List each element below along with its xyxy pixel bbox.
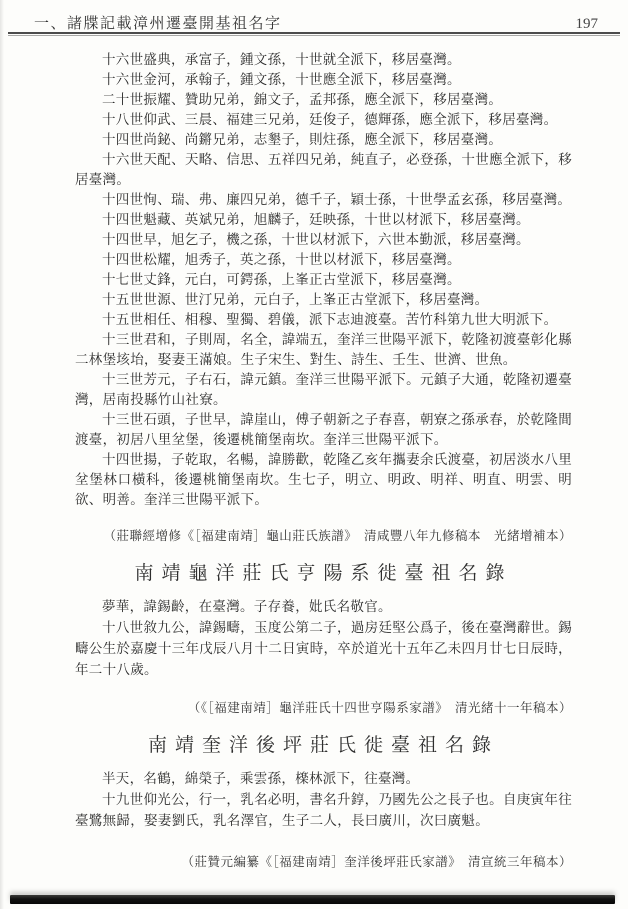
header-rule [8, 32, 620, 37]
section-kuiyang-entries [75, 768, 572, 831]
genealogy-entry: 十四世早，旭乞子，機之孫，十世以材派下，六世本勤派，移居臺灣。 [102, 232, 530, 247]
genealogy-entry: 夢華，諱錫齡，在臺灣。子存養，妣氏名敬官。 [102, 599, 392, 614]
genealogy-entry: 十八世敘九公，諱錫疇，玉度公第二子，過房廷堅公爲子，後在臺灣辭世。錫疇公生於嘉慶十三年戊辰八月十二日寅時，卒於道光十五年乙未四月廿七日辰時，年二十八歲。 [75, 620, 572, 677]
scan-bottom-edge-bar [10, 895, 615, 904]
source-attribution: （莊贊元編纂《［福建南靖］奎洋後坪莊氏家譜》 清宣統三年稿本） [181, 855, 572, 869]
scan-edge-shadow [0, 0, 4, 909]
header-rule-thin [8, 35, 620, 36]
genealogy-entry: 十六世金河，承翰子，鍾文孫，十世應全派下，移居臺灣。 [102, 72, 461, 87]
genealogy-entry: 十三世芳元，子右石，諱元鎮。奎洋三世陽平派下。元鎮子大通，乾隆初遷臺灣，居南投縣竹山社寮。 [75, 372, 572, 407]
genealogy-entry: 十四世尚鉍、尚鏘兄弟，志墾子，則炷孫，應全派下，移居臺灣。 [102, 132, 503, 147]
source-attribution: （《［福建南靖］龜洋莊氏十四世亨陽系家譜》 清光緒十一年稿本） [187, 701, 572, 715]
genealogy-entry: 十六世盛典，承富子，鍾文孫，十世就全派下，移居臺灣。 [102, 52, 461, 67]
genealogy-entry: 半天，名鶴，綿榮子，乘雲孫，檪林派下，往臺灣。 [102, 771, 420, 786]
genealogy-entry: 二十世振耀、贊助兄弟，錦文子，孟邦孫，應全派下，移居臺灣。 [102, 92, 503, 107]
section-heading-guiyang: 南靖龜洋莊氏亨陽系徙臺祖名錄 [134, 563, 513, 584]
genealogy-entry: 十三世君和，子則周，名全，諱端五，奎洋三世陽平派下，乾隆初渡臺彰化縣二林堡垓坮，娶妻王滿娘。生子宋生、對生、詩生、壬生、世濟、世魚。 [75, 332, 572, 367]
genealogy-entry: 十三世石頭，子世早，諱崖山，傅子朝新之子春喜，朝寮之孫承春，於乾隆間渡臺，初居八里坌堡，後遷桃簡堡南坎。奎洋三世陽平派下。 [75, 412, 572, 447]
page-number: 197 [575, 16, 598, 32]
genealogy-entry: 十七世丈鋒，元白，可鍔孫，上峯正古堂派下，移居臺灣。 [102, 272, 461, 287]
genealogy-entry: 十五世相任、相穆、聖獨、碧儀，派下志迪渡臺。苦竹科第九世大明派下。 [102, 312, 558, 327]
genealogy-entry: 十八世仰武、三晨、福建三兄弟，廷俊子，德輝孫，應全派下，移居臺灣。 [102, 112, 558, 127]
chapter-title: 一、諸牒記載漳州遷臺開基祖名字 [34, 16, 282, 32]
source-attribution: （莊聯經增修《［福建南靖］龜山莊氏族譜》 清咸豐八年九修稿本 光緒增補本） [103, 529, 572, 543]
genealogy-entry: 十四世魁藏、英斌兄弟，旭麟子，廷映孫，十世以材派下，移居臺灣。 [102, 212, 530, 227]
section-qui-shan-entries [75, 50, 572, 510]
section-guiyang-entries [75, 596, 572, 680]
genealogy-entry: 十九世仰光公，行一，乳名必明，書名升錞，乃國先公之長子也。自庚寅年往臺鷺無歸，娶妻劉氏，乳名澤官，生子二人，長曰廣川，次曰廣魁。 [75, 792, 572, 828]
running-head [34, 12, 598, 33]
genealogy-entry: 十四世松耀，旭秀子，英之孫，十世以材派下，移居臺灣。 [102, 252, 461, 267]
section-heading-kuiyang: 南靖奎洋後坪莊氏徙臺祖名錄 [147, 735, 499, 756]
genealogy-entry: 十四世恂、瑞、弗、廉四兄弟，德千子，穎士孫，十世學孟玄孫，移居臺灣。 [102, 192, 572, 207]
genealogy-entry: 十四世揚，子乾取，名暢，諱勝歡，乾隆乙亥年攜妻余氏渡臺，初居淡水八里坌堡林口橫科，後遷桃簡堡南坎。生七子，明立、明政、明祥、明直、明雲、明欲、明善。奎洋三世陽平派下。 [75, 452, 572, 507]
text-block [75, 50, 572, 871]
header-rule-thick [8, 32, 620, 34]
genealogy-entry: 十六世天配、天略、信思、五祥四兄弟，純直子，必登孫，十世應全派下，移居臺灣。 [75, 152, 572, 187]
genealogy-entry: 十五世世源、世汀兄弟，元白子，上峯正古堂派下，移居臺灣。 [102, 292, 489, 307]
